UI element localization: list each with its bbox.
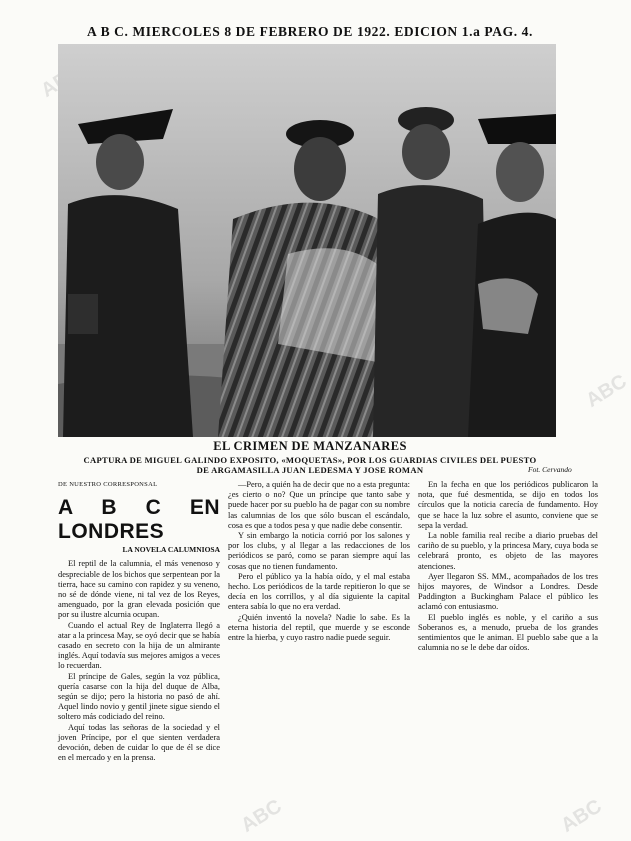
paragraph: El reptil de la calumnia, el más venenoso y despreciable de los bichos que serpentean por la tierra, hace su camino con rapidez y su veneno, no sé de dónde viene, ni tal vez de los Reyes, amenguado, por la gran elevada posición que por su ilustre alcurnia ocupan. <box>58 559 220 620</box>
photo-caption-title: EL CRIMEN DE MANZANARES <box>213 439 407 453</box>
paragraph: En la fecha en que los periódicos publicaron la nota, que fué desmentida, se dijo en todos los círculos que la noticia carecía de fundamento. Hoy que se hace la luz sobre el asunto, conviene que se sepa la verdad. <box>418 480 598 530</box>
article-column-3 <box>418 480 598 835</box>
paragraph: Ayer llegaron SS. MM., acompañados de los tres hijos mayores, de Windsor a Londres. Desde Paddington a Buckingham Palace el público les aclamó con entusiasmo. <box>418 571 598 612</box>
paragraph: —Pero, a quién ha de decir que no a esta pregunta: ¿es cierto o no? Que un príncipe que tanto sabe y puede hacer por su pueblo ha de pagar con su nombre las calumnias de los que sólo buscan el escándalo, cosa es que a todos pesa y que nadie debe consentir. <box>228 480 410 530</box>
paragraph: Cuando el actual Rey de Inglaterra llegó a atar a la princesa May, se oyó decir que se había casado en secreto con la hija de un almirante inglés. Aquí todavía sus mejores amigos a veces lo recuerdan. <box>58 620 220 671</box>
photo-illustration <box>58 44 556 437</box>
page-header: A B C. MIERCOLES 8 DE FEBRERO DE 1922. EDICION 1.a PAG. 4. <box>87 24 533 39</box>
paragraph: El príncipe de Gales, según la voz pública, quería casarse con la hija del duque de Alba, según se dijo; pero la historia no pasó de ahí. Aquel lindo novio y gentil jinete sigue siendo el soltero más codiciado del reino. <box>58 671 220 722</box>
article-subtitle: LA NOVELA CALUMNIOSA <box>122 545 220 555</box>
watermark: ABC <box>237 795 286 837</box>
watermark: ABC <box>582 370 631 412</box>
photo-caption-line: CAPTURA DE MIGUEL GALINDO EXPOSITO, «MOQUETAS», POR LOS GUARDIAS CIVILES DEL PUESTO <box>83 455 537 465</box>
news-photo <box>58 44 556 437</box>
photo-caption-line: DE ARGAMASILLA JUAN LEDESMA Y JOSE ROMAN <box>196 465 424 475</box>
paragraph: Aquí todas las señoras de la sociedad y el joven Príncipe, por el que sienten verdadera devoción, deben de cuidar lo que de él se dice en el mercado y en la prensa. <box>58 722 220 763</box>
article-column-2 <box>228 480 410 835</box>
paragraph: La noble familia real recibe a diario pruebas del cariño de su pueblo, y la princesa Mary, cuya boda se celebrará pronto, es objeto de las mayores atenciones. <box>418 531 598 571</box>
paragraph: El pueblo inglés es noble, y el cariño a sus Soberanos es, a menudo, prueba de los grandes sentimientos que le animan. El pueblo sabe que a la calumnia no se le debe dar oídos. <box>418 612 598 653</box>
paragraph: Y sin embargo la noticia corrió por los salones y por los clubs, y al llegar a las redacciones de los periódicos se paró, como se paran siempre aquí las cosas que no tienen fundamento. <box>228 531 410 571</box>
paragraph: Pero el público ya la había oído, y el mal estaba hecho. Los periódicos de la tarde repitieron lo que se decía en los corrillos, y al día siguiente la capital entera sabía lo que no era verdad. <box>228 571 410 612</box>
article-title: A B C EN LONDRES <box>58 496 220 544</box>
photo-credit: Fot. Cervando <box>528 465 572 474</box>
article-column-1 <box>58 480 220 835</box>
article-kicker: DE NUESTRO CORRESPONSAL <box>58 481 158 488</box>
watermark: ABC <box>557 795 606 837</box>
paragraph: ¿Quién inventó la novela? Nadie lo sabe. Es la eterna historia del reptil, que muerde y se esconde entre la hierba, y cuyo rastro nadie puede seguir. <box>228 612 410 643</box>
